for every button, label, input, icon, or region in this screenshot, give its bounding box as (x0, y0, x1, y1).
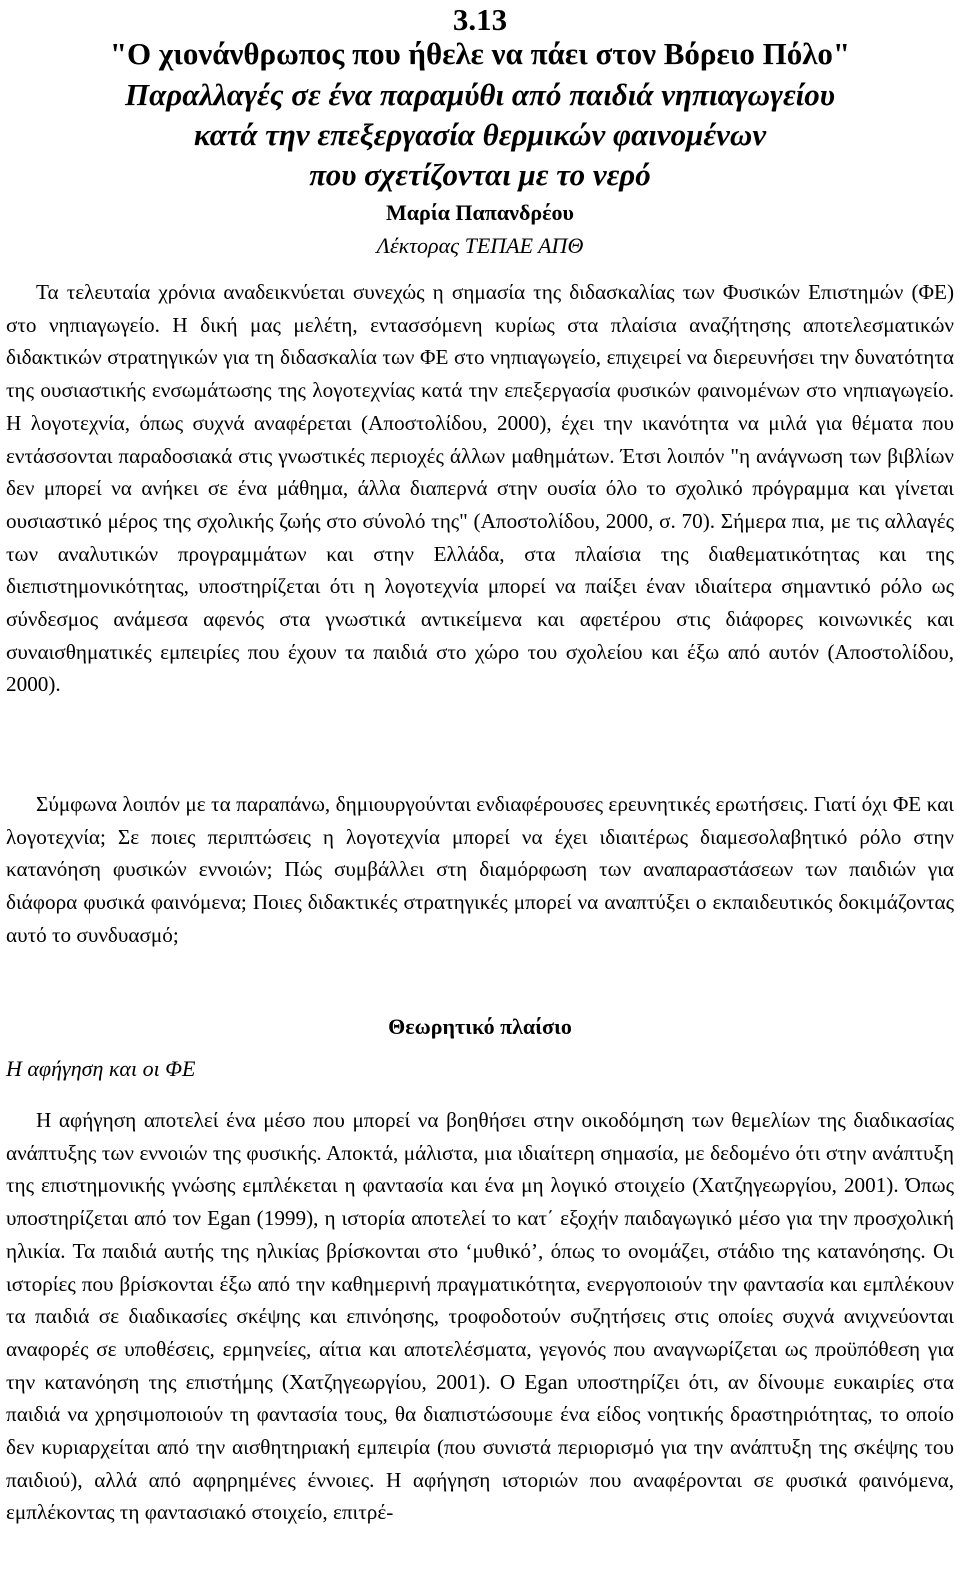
document-title: "Ο χιονάνθρωπος που ήθελε να πάει στον Βόρειο Πόλο" (109, 36, 851, 71)
document-subtitle-line1: Παραλλαγές σε ένα παραμύθι από παιδιά νηπιαγωγείου (125, 77, 835, 112)
author-affiliation: Λέκτορας ΤΕΠΑΕ ΑΠΘ (376, 233, 584, 258)
document-subtitle-line3: που σχετίζονται με το νερό (309, 157, 651, 192)
chapter-number: 3.13 (452, 2, 508, 37)
document-subtitle-line2: κατά την επεξεργασία θερμικών φαινομένων (193, 117, 767, 152)
paragraph-narration: Η αφήγηση αποτελεί ένα μέσο που μπορεί να βοηθήσει στην οικοδόμηση των θεμελίων της διαδικασίας ανάπτυξης των εννοιών της φυσικής. Αποκτά, μάλιστα, μια ιδιαίτερη σημασία, με δεδομένο ότι στην ανάπτυξη της επιστημονικής γνώσης εμπλέκεται η φαντασία και ένα μη λογικό στοιχείο (Χατζηγεωργίου, 2001). Όπως υποστηρίζεται από τον Egan (1999), η ιστορία αποτελεί το κατ΄ εξοχήν παιδαγωγικό μέσο για την προσχολική ηλικία. Τα παιδιά αυτής της ηλικίας βρίσκονται στο ‘μυθικό’, όπως το ονομάζει, στάδιο της κατανόησης. Οι ιστορίες που βρίσκονται έξω από την καθημερινή πραγματικότητα, ενεργοποιούν την φαντασία και εμπλέκουν τα παιδιά σε διαδικασίες σκέψης και επινόησης, τροφοδοτούν συζητήσεις στις οποίες συχνά ανιχνεύονται αναφορές σε υποθέσεις, ερμηνείες, αίτια και αποτελέσματα, γεγονός που αναγνωρίζεται ως προϋπόθεση για την κατανόηση της επιστήμης (Χατζηγεωργίου, 2001). Ο Egan υποστηρίζει ότι, αν δίνουμε ευκαιρίες στα παιδιά να χρησιμοποιούν τη φαντασία τους, θα διαπιστώσουμε ένα είδος νοητικής δραστηριότητας, το οποίο δεν κυριαρχείται από την αισθητηριακή εμπειρία (που συνιστά περιορισμό για την ανάπτυξη της σκέψης του παιδιού), αλλά από αφηρημένες έννοιες. Η αφήγηση ιστοριών που αναφέρονται σε φυσικά φαινόμενα, εμπλέκοντας τη φαντασιακό στοιχείο, επιτρέ- (6, 1108, 954, 1525)
subsection-heading: Η αφήγηση και οι ΦΕ (6, 1056, 196, 1081)
paragraph-questions: Σύμφωνα λοιπόν με τα παραπάνω, δημιουργούνται ενδιαφέρουσες ερευνητικές ερωτήσεις. Γιατί όχι ΦΕ και λογοτεχνία; Σε ποιες περιπτώσεις η λογοτεχνία μπορεί να έχει ιδιαιτέρως διαμεσολαβητικό ρόλο στην κατανόηση φυσικών εννοιών; Πώς συμβάλλει στη διαμόρφωση των αναπαραστάσεων των παιδιών για διάφορα φυσικά φαινόμενα; Ποιες διδακτικές στρατηγικές μπορεί να αναπτύξει ο εκπαιδευτικός δοκιμάζοντας αυτό το συνδυασμό; (6, 792, 954, 947)
section-heading: Θεωρητικό πλαίσιο (388, 1014, 572, 1039)
paragraph-intro: Τα τελευταία χρόνια αναδεικνύεται συνεχώς η σημασία της διδασκαλίας των Φυσικών Επιστημών (ΦΕ) στο νηπιαγωγείο. Η δική μας μελέτη, εντασσόμενη κυρίως στα πλαίσια αναζήτησης αποτελεσματικών διδακτικών στρατηγικών για τη διδασκαλία των ΦΕ στο νηπιαγωγείο, επιχειρεί να διερευνήσει την δυνατότητα της ουσιαστικής ενσωμάτωσης της λογοτεχνίας κατά την επεξεργασία φυσικών φαινομένων στο νηπιαγωγείο. Η λογοτεχνία, όπως συχνά αναφέρεται (Αποστολίδου, 2000), έχει την ικανότητα να μιλά για θέματα που εντάσσονται παραδοσιακά στις γνωστικές περιοχές άλλων μαθημάτων. Έτσι λοιπόν "η ανάγνωση των βιβλίων δεν μπορεί να ανήκει σε ένα μάθημα, άλλα διαπερνά στην ουσία όλο το σχολικό πρόγραμμα και γίνεται ουσιαστικό μέρος της σχολικής ζωής στο σύνολό της" (Αποστολίδου, 2000, σ. 70). Σήμερα πια, με τις αλλαγές των αναλυτικών προγραμμάτων και στην Ελλάδα, στα πλαίσια της διαθεματικότητας και της διεπιστημονικότητας, υποστηρίζεται ότι η λογοτεχνία μπορεί να παίξει έναν ιδιαίτερα σημαντικό ρόλο ως σύνδεσμος ανάμεσα αφενός στα γνωστικά αντικείμενα και αφετέρου στις διάφορες κοινωνικές και συναισθηματικές εμπειρίες που έχουν τα παιδιά στο χώρο του σχολείου και έξω από αυτόν (Αποστολίδου, 2000). (6, 280, 954, 697)
author-name: Μαρία Παπανδρέου (386, 200, 574, 225)
